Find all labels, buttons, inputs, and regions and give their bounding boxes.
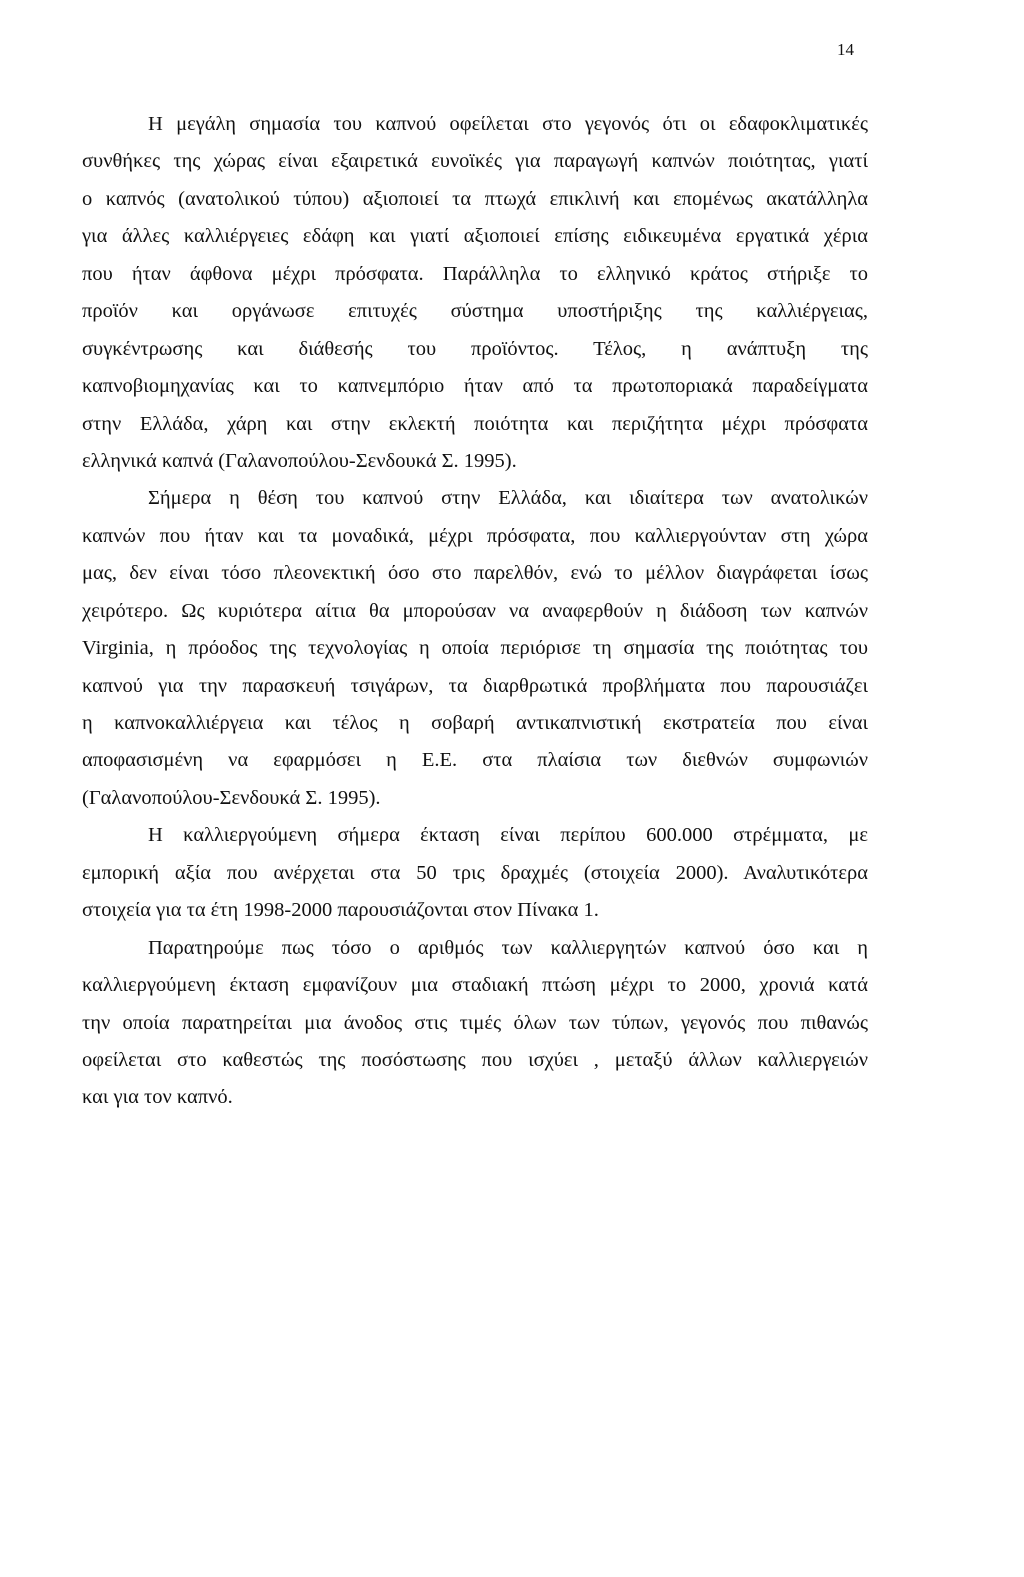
text-line: συνθήκες της χώρας είναι εξαιρετικά ευνοϊκές για παραγωγή καπνών ποιότητας, γιατί	[82, 150, 868, 173]
paragraph	[82, 480, 868, 817]
text-line: Η καλλιεργούμενη σήμερα έκταση είναι περίπου 600.000 στρέμματα, με	[148, 824, 868, 847]
text-line: προϊόν και οργάνωσε επιτυχές σύστημα υποστήριξης της καλλιέργειας,	[82, 300, 868, 323]
text-line: χειρότερο. Ως κυριότερα αίτια θα μπορούσαν να αναφερθούν η διάδοση των καπνών	[82, 599, 868, 622]
text-line: στην Ελλάδα, χάρη και στην εκλεκτή ποιότητα και περιζήτητα μέχρι πρόσφατα	[82, 412, 868, 435]
body-text	[82, 106, 868, 1117]
text-line: στοιχεία για τα έτη 1998-2000 παρουσιάζονται στον Πίνακα 1.	[82, 899, 599, 922]
text-line: για άλλες καλλιέργειες εδάφη και γιατί αξιοποιεί επίσης ειδικευμένα εργατικά χέρια	[82, 225, 868, 248]
text-line: μας, δεν είναι τόσο πλεονεκτική όσο στο παρελθόν, ενώ το μέλλον διαγράφεται ίσως	[82, 562, 868, 585]
text-line: ο καπνός (ανατολικού τύπου) αξιοποιεί τα πτωχά επικλινή και επομένως ακατάλληλα	[82, 187, 868, 210]
text-line: που ήταν άφθονα μέχρι πρόσφατα. Παράλληλα το ελληνικό κράτος στήριξε το	[82, 262, 868, 285]
text-line: εμπορική αξία που ανέρχεται στα 50 τρις δραχμές (στοιχεία 2000). Αναλυτικότερα	[82, 861, 868, 884]
text-line: συγκέντρωσης και διάθεσής του προϊόντος. Τέλος, η ανάπτυξη της	[82, 337, 868, 360]
text-line: καπνού για την παρασκευή τσιγάρων, τα διαρθρωτικά προβλήματα που παρουσιάζει	[82, 674, 868, 697]
text-line: (Γαλανοπούλου-Σενδουκά Σ. 1995).	[82, 786, 381, 809]
text-line: Virginia, η πρόοδος της τεχνολογίας η οποία περιόρισε τη σημασία της ποιότητας του	[82, 637, 868, 660]
text-line: καπνών που ήταν και τα μοναδικά, μέχρι πρόσφατα, που καλλιεργούνταν στη χώρα	[82, 524, 868, 547]
text-line: αποφασισμένη να εφαρμόσει η Ε.Ε. στα πλαίσια των διεθνών συμφωνιών	[82, 749, 868, 772]
text-line: οφείλεται στο καθεστώς της ποσόστωσης που ισχύει , μεταξύ άλλων καλλιεργειών	[82, 1048, 868, 1071]
text-line: ελληνικά καπνά (Γαλανοπούλου-Σενδουκά Σ. 1995).	[82, 449, 517, 472]
text-line: Η μεγάλη σημασία του καπνού οφείλεται στο γεγονός ότι οι εδαφοκλιματικές	[148, 113, 868, 135]
text-line: Παρατηρούμε πως τόσο ο αριθμός των καλλιεργητών καπνού όσο και η	[148, 936, 868, 959]
page-number: 14	[837, 40, 854, 59]
paragraph	[82, 106, 868, 480]
text-line: Σήμερα η θέση του καπνού στην Ελλάδα, και ιδιαίτερα των ανατολικών	[148, 487, 868, 510]
text-line: και για τον καπνό.	[82, 1086, 233, 1109]
text-line: καλλιεργούμενη έκταση εμφανίζουν μια σταδιακή πτώση μέχρι το 2000, χρονιά κατά	[82, 974, 868, 997]
text-line: η καπνοκαλλιέργεια και τέλος η σοβαρή αντικαπνιστική εκστρατεία που είναι	[82, 712, 868, 734]
paragraph	[82, 817, 868, 929]
text-line: την οποία παρατηρείται μια άνοδος στις τιμές όλων των τύπων, γεγονός που πιθανώς	[82, 1011, 868, 1034]
paragraph	[82, 930, 868, 1117]
text-line: καπνοβιομηχανίας και το καπνεμπόριο ήταν από τα πρωτοποριακά παραδείγματα	[82, 375, 868, 398]
